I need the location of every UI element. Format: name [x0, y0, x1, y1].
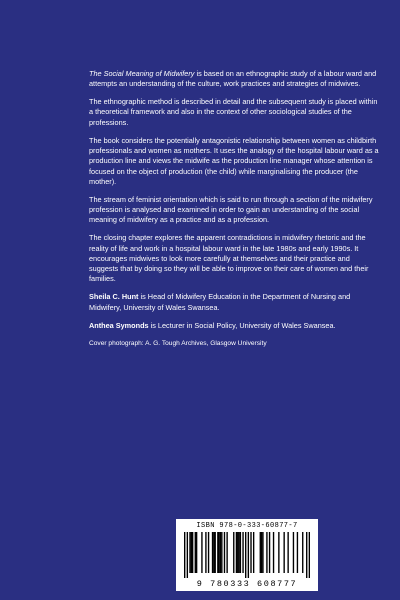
barcode-bar: [196, 532, 197, 573]
author-bio-text: is Lecturer in Social Policy, University of Wales Swansea.: [148, 320, 336, 330]
isbn-barcode: [176, 519, 318, 591]
barcode-bar: [184, 532, 185, 578]
barcode-bar: [195, 532, 196, 573]
barcode-bar: [215, 532, 216, 573]
barcode-bar: [293, 532, 294, 573]
author-bio-text: is Head of Midwifery Education in the Department of Nursing and Midwifery, University of Wales Swansea.: [89, 292, 351, 312]
barcode-bar: [240, 532, 241, 573]
barcode-bar: [233, 532, 234, 573]
barcode-bar: [261, 532, 262, 573]
blurb-paragraph: The book considers the potentially antagonistic relationship between women as childbirth professionals and women as mothers. It uses the analogy of the hospital labour ward as a production line and views the midwife as the production line manager whose attention is focused on the object of production (the child) while marginalising the producer (the mother).: [89, 135, 379, 186]
barcode-bar: [212, 532, 213, 573]
barcode-bar: [287, 532, 288, 573]
barcode-bar: [260, 532, 261, 573]
barcode-bar: [224, 532, 225, 573]
author-bio: [89, 292, 381, 313]
barcode-bar: [253, 532, 254, 573]
barcode-bar: [302, 532, 303, 573]
barcode-bar: [237, 532, 238, 573]
barcode-bar: [236, 532, 237, 573]
barcode-bar: [297, 532, 298, 573]
author-name: Sheila C. Hunt: [89, 292, 139, 302]
barcode-bar: [245, 532, 246, 578]
book-title: The Social Meaning of Midwifery: [89, 69, 195, 78]
author-name: Anthea Symonds: [89, 320, 149, 330]
barcode-bar: [208, 532, 209, 573]
barcode-bar: [192, 532, 193, 573]
barcode-bar: [205, 532, 206, 573]
barcode-bar: [309, 532, 310, 578]
barcode-bar: [238, 532, 239, 573]
barcode-bar: [262, 532, 263, 573]
barcode-bar: [250, 532, 251, 573]
barcode-bar: [273, 532, 274, 573]
barcode-bars: [184, 532, 310, 578]
photo-credit: Cover photograph: A. G. Tough Archives, Glasgow University: [89, 340, 267, 348]
barcode-bar: [283, 532, 284, 573]
barcode-bar: [213, 532, 214, 573]
author-bio: [89, 321, 381, 331]
barcode-bar: [187, 532, 188, 578]
blurb-paragraph: [89, 69, 381, 90]
barcode-bar: [191, 532, 192, 573]
back-cover-text: [89, 69, 381, 357]
barcode-bar: [248, 532, 249, 578]
barcode-bar: [189, 532, 190, 573]
barcode-bar: [306, 532, 307, 578]
barcode-digits: 9 780333 608777: [196, 579, 298, 589]
barcode-bar: [201, 532, 202, 573]
barcode-bar: [242, 532, 243, 573]
barcode-bar: [269, 532, 270, 573]
barcode-bar: [217, 532, 218, 573]
barcode-bar: [218, 532, 219, 573]
isbn-label: ISBN 978-0-333-60877-7: [196, 522, 298, 530]
blurb-paragraph: The ethnographic method is described in detail and the subsequent study is placed within a theoretical framework and also in the context of other sociological studies of the professions.: [89, 97, 378, 127]
barcode-bar: [278, 532, 279, 573]
barcode-bar: [221, 532, 222, 573]
blurb-paragraph: The stream of feminist orientation which is said to run through a section of the midwifery profession is analysed and examined in order to gain an understanding of the social meaning of midwifery as a practice and as a profession.: [89, 194, 373, 225]
blurb-paragraph: The closing chapter explores the apparent contradictions in midwifery rhetoric and the reality of life and work in a hospital labour ward in the late 1980s and early 1990s. It encourages midwives to look more carefully at themselves and their practice and suggests that by doing so they will be able to improve on their care of women and their families.: [89, 233, 369, 284]
barcode-bar: [226, 532, 227, 573]
barcode-bar: [220, 532, 221, 573]
barcode-bar: [266, 532, 267, 573]
blurb-text: is based on an ethnographic study of a labour ward and attempts an understanding of the culture, work practices and strategies of midwives.: [89, 69, 377, 89]
